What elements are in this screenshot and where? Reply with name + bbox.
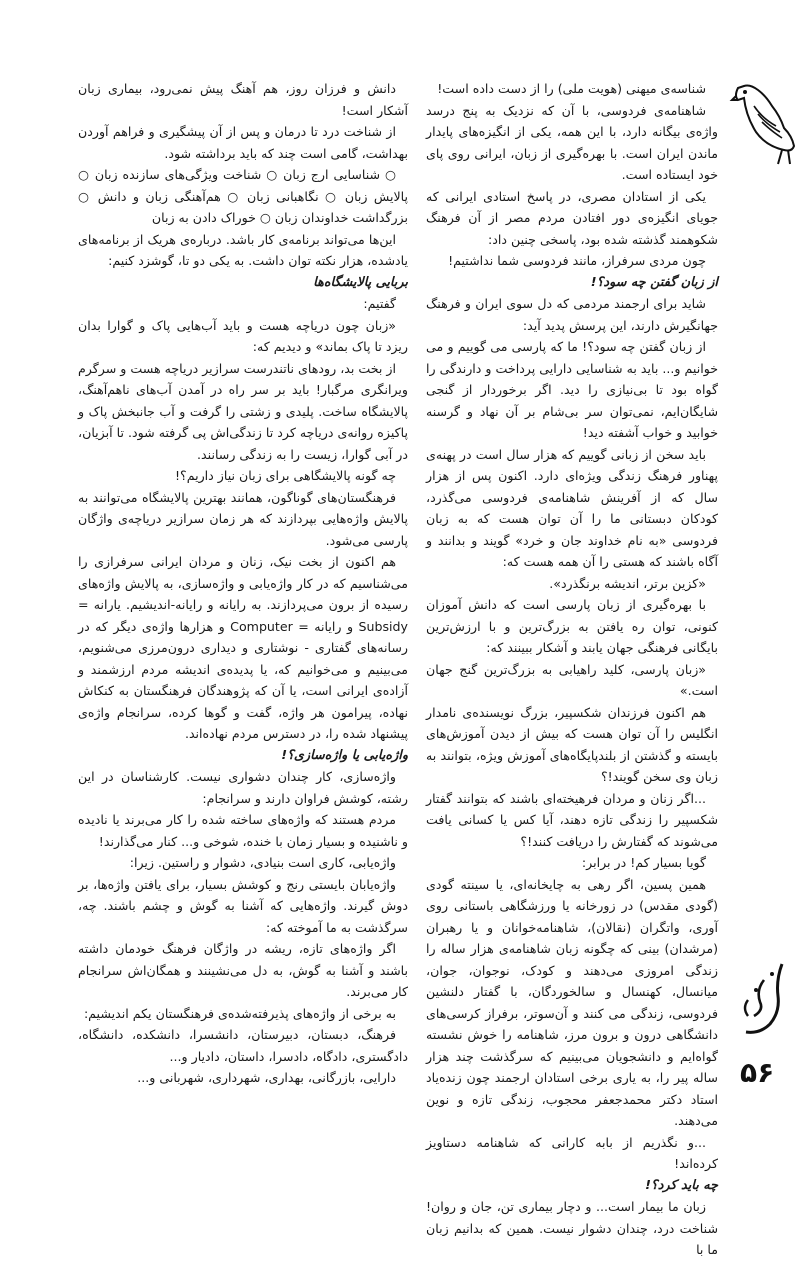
right-column-paragraph: چون مردی سرفراز، مانند فردوسی شما نداشتیم!	[448, 253, 706, 268]
left-column-paragraph: واژه‌یابی، کاری است بنیادی، دشوار و راستین. زیرا:	[129, 855, 396, 870]
right-column-paragraph: هم اکنون فرزندان شکسپیر، بزرگ نویسنده‌ی نامدار انگلیس را آن توان هست که بیش از دیدن آموزش‌های بایسته و گذشتن از بلندپایگاه‌های آموزش ویژه، بتوانند به زبان وی سخن گویند!؟	[426, 704, 718, 784]
right-column-paragraph: شاید برای ارجمند مردمی که دل سوی ایران و فرهنگ جهانگیرش دارند، این پرسش پدید آید:	[426, 296, 718, 333]
left-column-paragraph: مردم هستند که واژه‌های ساخته شده را کار می‌برند یا نادیده و ناشنیده و بسیار زمان با خنده، شوخی و... کنار می‌گذارند!	[78, 812, 408, 849]
right-column-paragraph: یکی از استادان مصری، در پاسخ استادی ایرانی که جویای انگیزه‌ی دور افتادن مردم مصر از آن فرهنگ شکوهمند گذشته شده بود، پاسخی چنین داد:	[426, 188, 718, 247]
calligraphy-logo-icon	[734, 960, 794, 1050]
left-column-paragraph: ○ شناسایی ارج زبان ○ شناخت ویژگی‌های سازنده زبان ○ پالایش زبان ○ نگاهبانی زبان ○ هم‌آهنگی زبان و دانش ○ بزرگداشت خداوندان زبان ○ خوراک دادن به زبان	[78, 167, 408, 225]
right-column-paragraph: ...اگر زنان و مردان فرهیخته‌ای باشند که بتوانند گفتار شکسپیر را زندگی تازه دهند، آیا کس یا کسانی یافت می‌شوند که گفتارش را دریافت کنند!؟	[426, 790, 718, 849]
left-column-paragraph: واژه‌یابان بایستی رنج و کوشش بسیار، برای یافتن واژه‌ها، بر دوش گیرند. واژه‌هایی که آشنا به گوش و چشم باشند. چه، سرگذشت به ما آموخته که:	[78, 876, 408, 935]
left-column-paragraph: فرهنگستان‌های گوناگون، همانند بهترین پالایشگاه می‌توانند به پالایش واژه‌هایی بپردازند که هر زمان سرازیر دریاچه‌ی واژگان پارسی می‌شود.	[78, 489, 408, 548]
right-column-paragraph: همین پسین، اگر رهی به چایخانه‌ای، یا سینته گودی (گودی مقدس) در زورخانه یا ورزشگاهی باستانی روی آوری، واتگران (نقالان)، شاهنامه‌خوانان و یا رهبران (مرشدان) بینی که چگونه زبان شاهنامه‌ی هزار ساله را زندگی امروزی می‌دهند و کودک، نوجوان، جوان، میانسال، کهنسال و سالخوردگان، با گفتار دلنشین فردوسی، زندگی می کنند و آن‌سوتر، برفراز کرسی‌های دانشگاهی درون و برون مرز، شاهنامه را خوش نشسته گواه‌ایم و دانشجویان می‌بینیم که سرگذشت چند هزار ساله پیر را، به یاری برخی استادان ارجمند چون زنده‌یاد استاد دکتر محمدجعفر محجوب، زندگی تازه و نوین می‌دهند.	[426, 876, 718, 1128]
left-column-heading: بربایی پالایشگاه‌ها	[313, 274, 408, 290]
right-column	[426, 78, 718, 1257]
right-column-quote: «زبان پارسی، کلید راهیابی به بزرگ‌ترین گنج جهان است.»	[426, 661, 718, 698]
right-column-paragraph: شاهنامه‌ی فردوسی، با آن که نزدیک به پنج درسد واژه‌ی بیگانه دارد، با این همه، یکی از انگیزه‌های پایدار ماندن ایران است. با بهره‌گیری از زبان، ایرانی روی پای خود ایستاده است.	[426, 102, 718, 182]
right-column-paragraph: ...و نگذریم از بابه کارانی که شاهنامه دستاویز کرده‌اند!	[426, 1134, 718, 1171]
right-column-paragraph: با بهره‌گیری از زبان پارسی است که دانش آموزان کنونی، توان ره یافتن به بزرگ‌ترین و با ارزش‌ترین بایگانی فرهنگی جهان یابند و آشکار ببینند که:	[426, 597, 718, 655]
right-column-paragraph: از زبان گفتن چه سود؟! ما که پارسی می گوییم و می خوانیم و... باید به شناسایی دارایی پرداخت و دارندگی را گواه بود تا بی‌نیازی را دید. اگر برخوردار از گنجی شایگان‌ایم، نمی‌توان سر بی‌شام بر آن نهاد و گرسنه خوابید و خواب آشفته دید!	[426, 339, 718, 440]
left-column-paragraph: از شناخت درد تا درمان و پس از آن پیشگیری و فراهم آوردن بهداشت، گامی است چند که باید برداشته شود.	[78, 124, 408, 161]
left-column-paragraph: هم اکنون از بخت نیک، زنان و مردان ایرانی سرفرازی را می‌شناسیم که در کار واژه‌یابی و واژه‌سازی، به پالایش واژه‌های رسیده از برون می‌پردازند. به رایانه و رایانه-اندیشیم. یارانه = Subsidy و رایانه = Computer و هزارها واژه‌ی دیگر که در رسانه‌های گفتاری - نوشتاری و دیداری درون‌مرزی می‌شنویم، می‌بینیم و می‌خوانیم که، یا پدیده‌ی اندیشه مردم ارزشمند و آزاده‌ی ایرانی است، یا آن که پژوهندگان فرهنگستان به کنکاش نهاده، پیرامون هر واژه، گفت و گوها کرده، سرانجام واژه‌ی پیشنهاد شده را، در دسترس مردم نهاده‌اند.	[78, 554, 408, 741]
right-column-heading: از زبان گفتن چه سود؟!	[590, 274, 718, 290]
bird-logo-icon	[732, 66, 798, 166]
left-column-paragraph: اگر واژه‌های تازه، ریشه در واژگان فرهنگ خودمان داشته باشند و آشنا به گوش، به دل می‌نشینند و همگان‌اش سرانجام کار می‌برند.	[78, 941, 408, 999]
left-column-quote: «زبان چون دریاچه هست و باید آب‌هایی پاک و گوارا بدان ریزد تا پاک بماند» و دیدیم که:	[78, 317, 408, 354]
right-column-paragraph: زبان ما بیمار است... و دچار بیماری تن، جان و روان! شناخت درد، چندان دشوار نیست. همین که بدانیم زبان ما با	[426, 1199, 718, 1257]
left-column-paragraph: به برخی از واژه‌های پذیرفته‌شده‌ی فرهنگستان یکم اندیشیم:	[83, 1005, 396, 1021]
page-number: ۵۶	[740, 1056, 775, 1089]
left-column-paragraph: گفتیم:	[363, 296, 396, 311]
left-column-paragraph: فرهنگ، دبستان، دبیرستان، دانشسرا، دانشکده، دانشگاه، دادگستری، دادگاه، دادسرا، داستان، دادیار و...	[78, 1027, 408, 1064]
left-column-heading: واژه‌یابی یا واژه‌سازی؟!	[281, 747, 408, 763]
right-column-paragraph: باید سخن از زبانی گوییم که هزار سال است در پهنه‌ی پهناور فرهنگ زندگی ویژه‌ای دارد. اکنون پس از هزار سال که از آفرینش شاهنامه‌ی فردوسی می‌گذرد، کودکان دبستانی ما را آن توان هست که به زبان فردوسی «به نام خداوند جان و خرد» گویند و بدانند و آگاه باشند که هستی را آن همه هست که:	[426, 446, 718, 569]
brand-logo	[734, 960, 794, 1050]
left-column-paragraph: دارایی، بازرگانی، بهداری، شهرداری، شهربانی و...	[137, 1070, 396, 1085]
left-column-paragraph: دانش و فرزان روز، هم آهنگ پیش نمی‌رود، بیماری زبان آشکار است!	[78, 81, 408, 118]
right-column-paragraph: گویا بسیار کم! در برابر:	[581, 855, 706, 870]
left-column-paragraph: از بخت بد، رودهای ناتندرست سرازیر دریاچه هست و سرگرم ویرانگری مرگبار! باید بر سر راه در آمدن آب‌های ناهم‌آهنگ، پالایشگاه ساخت. پلیدی و زشتی را گرفت و آب جانبخش پاک و پاکیزه روانه‌ی دریاچه کرد تا زندگی‌اش پی گرفته شود. تا آبزیان، در آبی گوارا، زیست را به زندگی رسانند.	[78, 360, 408, 462]
right-column-quote: «کزین برتر، اندیشه برنگذرد».	[549, 575, 706, 591]
left-column	[78, 78, 408, 1088]
left-column-paragraph: چه گونه پالایشگاهی برای زبان نیاز داریم؟!	[174, 468, 396, 483]
left-column-paragraph: واژه‌سازی، کار چندان دشواری نیست. کارشناسان در این رشته، کوشش فراوان دارند و سرانجام:	[78, 769, 408, 806]
right-column-paragraph: شناسه‌ی میهنی (هویت ملی) را از دست داده است!	[437, 81, 706, 96]
right-column-heading: چه باید کرد؟!	[645, 1177, 718, 1193]
left-column-paragraph: این‌ها می‌تواند برنامه‌ی کار باشد. درباره‌ی هریک از برنامه‌های یادشده، هزار نکته توان داشت. به یکی دو تا، گوشزد کنیم:	[78, 231, 408, 268]
